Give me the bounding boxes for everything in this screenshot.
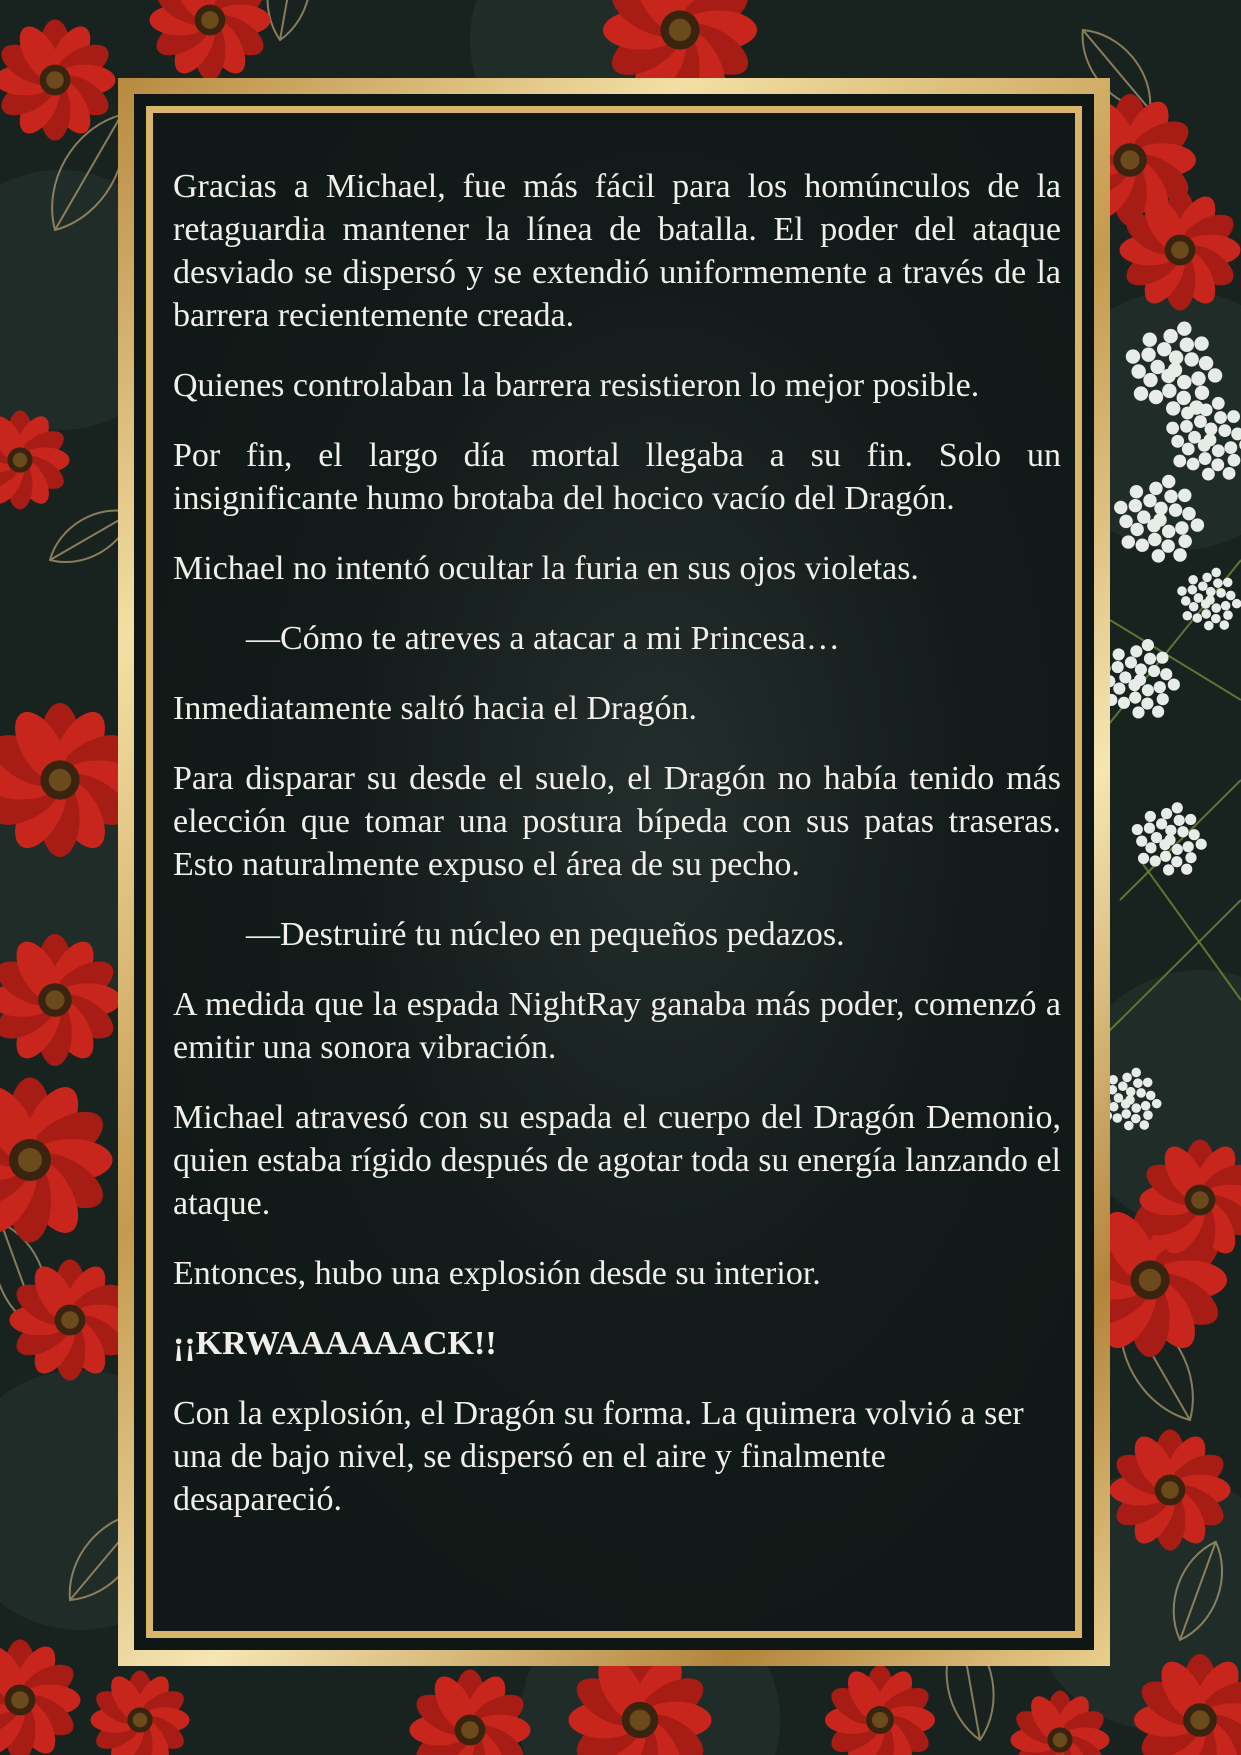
paragraph: Michael no intentó ocultar la furia en sus ojos violetas. xyxy=(173,550,919,587)
paragraph: Para disparar su desde el suelo, el Dragón no había tenido más elección que tomar una postura bípeda con sus patas traseras. Esto naturalmente expuso el área de su pecho. xyxy=(173,760,1061,883)
text-panel xyxy=(146,106,1082,1638)
paragraph: Michael atravesó con su espada el cuerpo del Dragón Demonio, quien estaba rígido después de agotar toda su energía lanzando el ataque. xyxy=(173,1099,1061,1222)
paragraph: Inmediatamente saltó hacia el Dragón. xyxy=(173,690,697,727)
paragraph: A medida que la espada NightRay ganaba más poder, comenzó a emitir una sonora vibración. xyxy=(173,986,1061,1066)
paragraph: Por fin, el largo día mortal llegaba a su fin. Solo un insignificante humo brotaba del hocico vacío del Dragón. xyxy=(173,437,1061,517)
frame-border xyxy=(134,94,1094,1650)
gold-frame xyxy=(118,78,1110,1666)
paragraph: Entonces, hubo una explosión desde su interior. xyxy=(173,1255,821,1292)
paragraph: Quienes controlaban la barrera resistieron lo mejor posible. xyxy=(173,367,980,404)
sound-effect: ¡¡KRWAAAAAACK!! xyxy=(173,1325,497,1362)
paragraph: Con la explosión, el Dragón su forma. La quimera volvió a ser una de bajo nivel, se dispersó en el aire y finalmente desapareció. xyxy=(173,1395,1024,1518)
story-text xyxy=(173,165,1061,1521)
dialog-line: —Cómo te atreves a atacar a mi Princesa… xyxy=(246,620,840,657)
paragraph: Gracias a Michael, fue más fácil para los homúnculos de la retaguardia mantener la línea de batalla. El poder del ataque desviado se dispersó y se extendió uniformemente a través de la barrera recientemente creada. xyxy=(173,168,1061,334)
dialog-line: —Destruiré tu núcleo en pequeños pedazos. xyxy=(246,916,845,953)
